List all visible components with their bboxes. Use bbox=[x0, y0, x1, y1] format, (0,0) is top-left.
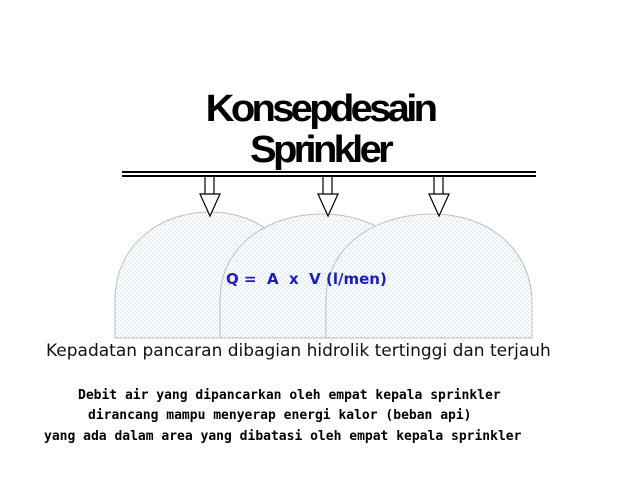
sprinkler-head-right bbox=[429, 176, 449, 216]
title-line-1: Konsepdesain bbox=[205, 88, 435, 130]
description-line-3: yang ada dalam area yang dibatasi oleh empat kepala sprinkler bbox=[44, 429, 522, 444]
subtitle: Kepadatan pancaran dibagian hidrolik tertinggi dan terjauh bbox=[46, 341, 551, 361]
title-line-2: Sprinkler bbox=[250, 129, 390, 171]
description-line-2: dirancang mampu menyerap energi kalor (beban api) bbox=[88, 408, 472, 423]
description-line-1: Debit air yang dipancarkan oleh empat kepala sprinkler bbox=[78, 388, 501, 403]
sprinkler-head-left bbox=[200, 176, 220, 216]
flow-formula: Q = A x V (l/men) bbox=[226, 270, 387, 288]
sprinkler-head-middle bbox=[318, 176, 338, 216]
